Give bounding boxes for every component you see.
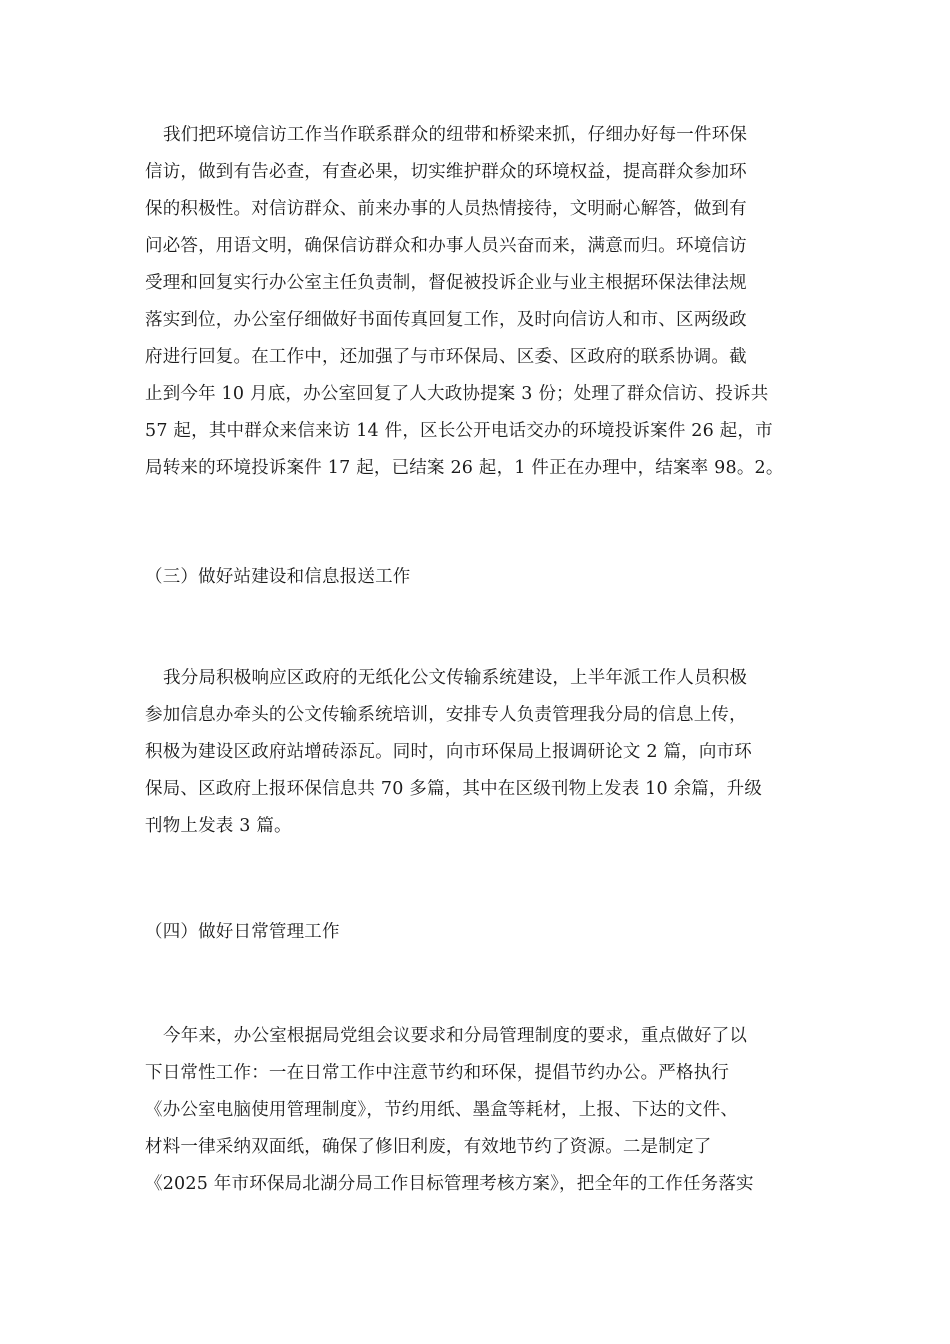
paragraph-line: 今年来，办公室根据局党组会议要求和分局管理制度的要求，重点做好了以 [163, 1026, 748, 1046]
paragraph-line: 局转来的环境投诉案件 17 起，已结案 26 起，1 件正在办理中，结案率 98。2。 [145, 458, 784, 478]
paragraph-line: 刊物上发表 3 篇。 [145, 816, 292, 836]
paragraph-line: 57 起，其中群众来信来访 14 件，区长公开电话交办的环境投诉案件 26 起，市 [145, 421, 773, 441]
paragraph-line: 保局、区政府上报环保信息共 70 多篇，其中在区级刊物上发表 10 余篇，升级 [145, 779, 763, 799]
paragraph-line: 积极为建设区政府站增砖添瓦。同时，向市环保局上报调研论文 2 篇，向市环 [145, 742, 752, 762]
section-heading-3: （三）做好站建设和信息报送工作 [145, 567, 411, 587]
paragraph-line: 参加信息办牵头的公文传输系统培训，安排专人负责管理我分局的信息上传， [145, 705, 747, 725]
paragraph-line: 材料一律采纳双面纸，确保了修旧利废，有效地节约了资源。二是制定了 [145, 1137, 712, 1157]
paragraph-line: 我分局积极响应区政府的无纸化公文传输系统建设，上半年派工作人员积极 [163, 668, 748, 688]
paragraph-line: 《2025 年市环保局北湖分局工作目标管理考核方案》，把全年的工作任务落实 [145, 1174, 754, 1194]
paragraph-line: 《办公室电脑使用管理制度》，节约用纸、墨盒等耗材，上报、下达的文件、 [145, 1100, 739, 1120]
paragraph-line: 信访，做到有告必查，有查必果，切实维护群众的环境权益，提高群众参加环 [145, 162, 747, 182]
section-heading-4: （四）做好日常管理工作 [145, 922, 340, 942]
paragraph-line: 问必答，用语文明，确保信访群众和办事人员兴奋而来，满意而归。环境信访 [145, 236, 747, 256]
paragraph-line: 止到今年 10 月底，办公室回复了人大政协提案 3 份；处理了群众信访、投诉共 [145, 384, 769, 404]
paragraph-line: 下日常性工作：一在日常工作中注意节约和环保，提倡节约办公。严格执行 [145, 1063, 730, 1083]
paragraph-line: 受理和回复实行办公室主任负责制，督促被投诉企业与业主根据环保法律法规 [145, 273, 747, 293]
paragraph-line: 保的积极性。对信访群众、前来办事的人员热情接待，文明耐心解答，做到有 [145, 199, 747, 219]
paragraph-line: 落实到位，办公室仔细做好书面传真回复工作，及时向信访人和市、区两级政 [145, 310, 747, 330]
paragraph-line: 府进行回复。在工作中，还加强了与市环保局、区委、区政府的联系协调。截 [145, 347, 747, 367]
paragraph-line: 我们把环境信访工作当作联系群众的纽带和桥梁来抓，仔细办好每一件环保 [163, 125, 748, 145]
